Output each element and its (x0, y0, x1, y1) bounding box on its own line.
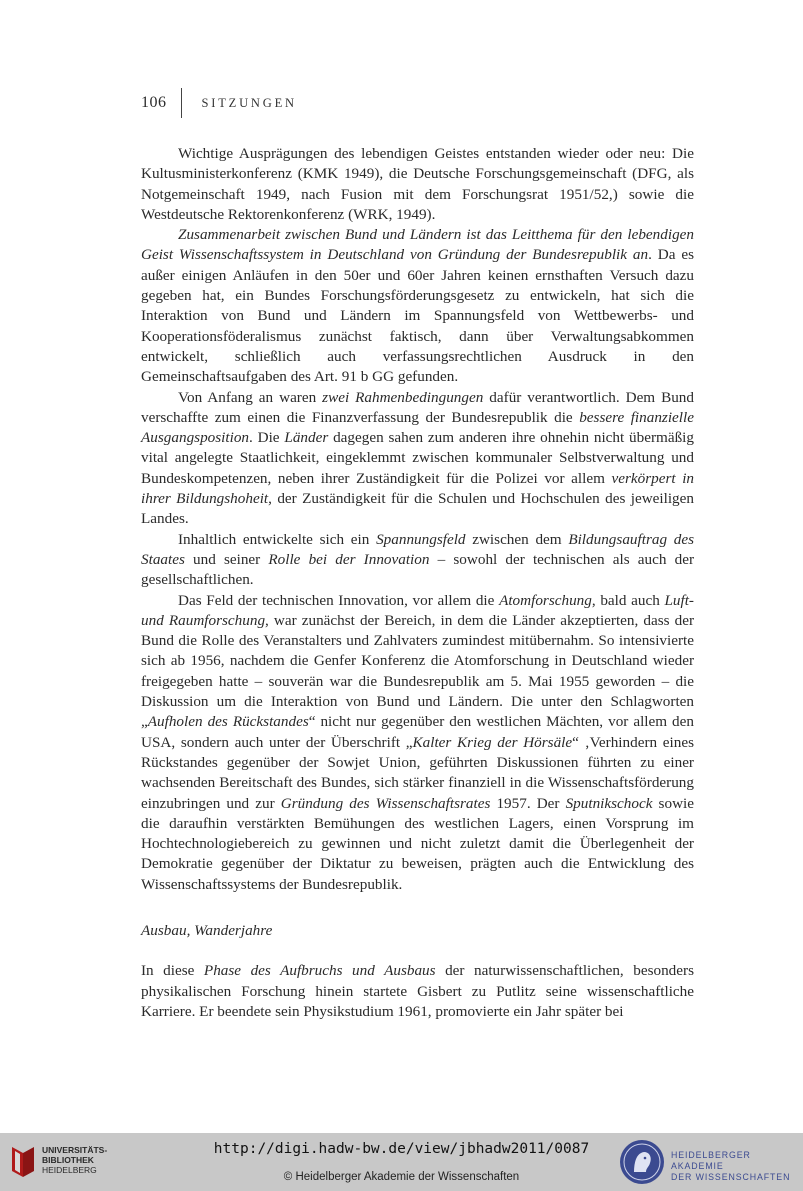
paragraph: Von Anfang an waren zwei Rahmenbedingungen dafür verantwortlich. Dem Bund verschaffte zum einen die Finanzverfassung der Bundesrepublik die bessere finanzielle Ausgangsposition. Die Länder dagegen sahen zum anderen ihre ohnehin nicht übermäßig vital angelegte Staatlichkeit, eingeklemmt zwischen kommunaler Selbstverwaltung und Bundeskompetenzen, neben ihrer Zuständigkeit für die Polizei vor allem verkörpert in ihrer Bildungshoheit, der Zuständigkeit für die Schulen und Hochschulen des jeweiligen Landes. (141, 388, 695, 528)
section-heading: Ausbau, Wanderjahre (141, 921, 273, 939)
academy-name: HEIDELBERGER AKADEMIE DER WISSENSCHAFTEN (671, 1150, 791, 1182)
page-number: 106 (141, 94, 167, 111)
viewer-footer (0, 1133, 803, 1191)
paragraph: Inhaltlich entwickelte sich ein Spannungsfeld zwischen dem Bildungsauftrag des Staates und seiner Rolle bei der Innovation – sowohl der technischen als auch der gesellschaftlichen. (141, 530, 695, 589)
academy-seal-icon (619, 1139, 665, 1185)
page-header (141, 88, 297, 118)
permalink-url[interactable]: http://digi.hadw-bw.de/view/jbhadw2011/0087 (213, 1141, 590, 1157)
paragraph: Das Feld der technischen Innovation, vor allem die Atomforschung, bald auch Luft- und Raumforschung, war zunächst der Bereich, in dem die Länder akzeptierten, dass der Bund die Rolle des Veranstalters und Zahlvaters zumindest mitübernahm. So intensivierte sich ab 1956, nachdem die Genfer Konferenz die Atomforschung in Deutschland wieder freigegeben hatte – souverän war die Bundesrepublik am 5. Mai 1955 geworden – die Diskussion um die Interaktion von Bund und Ländern. Die unter den Schlagworten „Aufholen des Rückstandes“ nicht nur gegenüber den westlichen Mächten, vor allem den USA, sondern auch unter der Überschrift „Kalter Krieg der Hörsäle“ ‚Verhindern eines Rückstandes gegenüber der Sowjet Union, geführten Diskussionen führten zu einer wachsenden Bereitschaft des Bundes, sich stärker finanziell in die Wissenschaftsförderung einzubringen und zur Gründung des Wissenschaftsrates 1957. Der Sputnikschock sowie die daraufhin verstärkten Bemühungen des westlichen Lagers, einen Vorsprung im Hochtechnologiebereich zu gewinnen und nicht zuletzt damit die Überlegenheit der Demokratie gegenüber der Diktatur zu beweisen, prägten auch die Entwicklung des Wissenschaftssystems der Bundesrepublik. (141, 591, 694, 893)
paragraph: In diese Phase des Aufbruchs und Ausbaus der naturwissenschaftlichen, besonders physikalischen Forschung hinein startete Gisbert zu Putlitz seine wissenschaftliche Karriere. Er beendete sein Physikstudium 1961, promovierte ein Jahr später bei (141, 962, 694, 1020)
copyright-notice: © Heidelberger Akademie der Wissenschaften (283, 1171, 520, 1183)
running-title: SITZUNGEN (201, 95, 297, 110)
body-text (141, 144, 694, 1022)
paragraph: Wichtige Ausprägungen des lebendigen Geistes entstanden wieder oder neu: Die Kultusministerkonferenz (KMK 1949), die Deutsche Forschungsgemeinschaft (DFG, als Notgemeinschaft 1949, nach Fusion mit dem Forschungsrat 1951/52,) sowie die Westdeutsche Rektorenkonferenz (WRK, 1949). (141, 145, 694, 223)
paragraph: Zusammenarbeit zwischen Bund und Ländern ist das Leitthema für den lebendigen Geist Wissenschaftssystem in Deutschland von Gründung der Bundesrepublik an. Da es außer einigen Anläufen in den 50er und 60er Jahren keinen ernsthaften Versuch dazu gegeben hat, ein Bundes Forschungsförderungsgesetz zu entwickeln, hat sich die Interaktion von Bund und Ländern im Spannungsfeld von Wettbewerbs- und Kooperationsföderalismus zunächst faktisch, dann über Verwaltungsabkommen entwickelt, schließlich auch verfassungsrechtlichen Ausdruck in den Gemeinschaftsaufgaben des Art. 91 b GG gefunden. (141, 226, 694, 386)
library-name: UNIVERSITÄTS- BIBLIOTHEK HEIDELBERG (42, 1145, 108, 1175)
header-divider (181, 88, 182, 118)
